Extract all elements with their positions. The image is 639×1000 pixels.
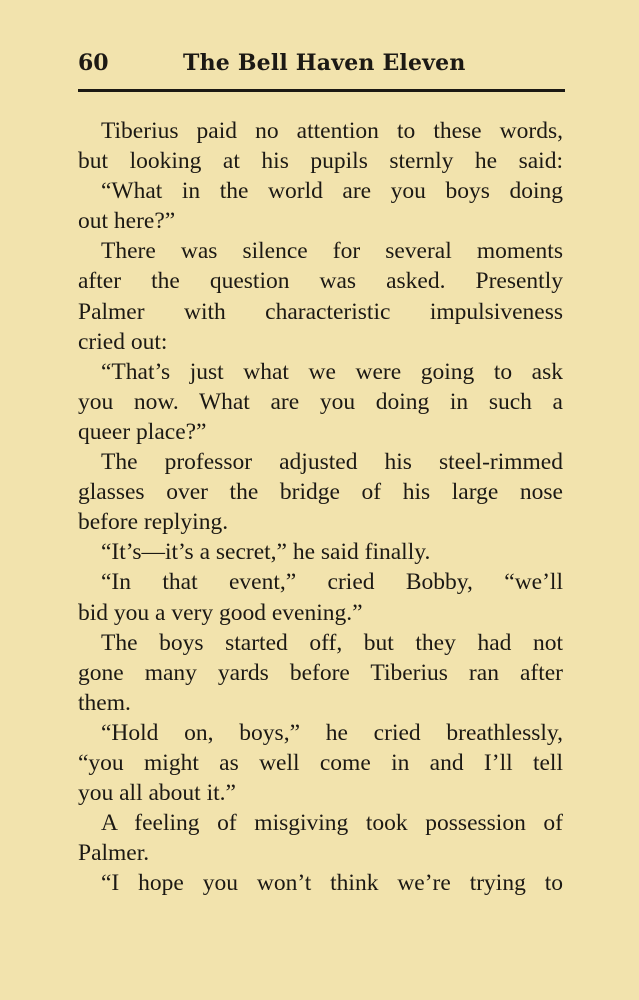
text-line: “Hold on, boys,” he cried breathlessly, (101, 719, 563, 746)
text-line: “What in the world are you boys doing (101, 178, 563, 205)
text-line: you all about it.” (78, 780, 236, 807)
text-line: “In that event,” cried Bobby, “we’ll (101, 569, 563, 596)
text-line: “It’s—it’s a secret,” he said finally. (101, 539, 431, 566)
text-line: them. (78, 689, 131, 716)
text-line: The professor adjusted his steel-rimmed (101, 449, 563, 476)
text-line: glasses over the bridge of his large nose (78, 479, 563, 506)
text-line: before replying. (78, 509, 229, 536)
running-head (78, 50, 563, 80)
text-line: after the question was asked. Presently (78, 268, 563, 295)
running-title: The Bell Haven Eleven (183, 50, 466, 76)
text-line: There was silence for several moments (101, 238, 563, 265)
text-line: out here?” (78, 208, 176, 235)
text-line: bid you a very good evening.” (78, 599, 363, 626)
text-line: gone many yards before Tiberius ran after (78, 659, 563, 686)
text-line: Palmer. (78, 840, 150, 867)
text-line: Tiberius paid no attention to these words, (101, 118, 563, 144)
text-line: The boys started off, but they had not (101, 629, 563, 656)
page-number: 60 (78, 50, 109, 76)
text-line: but looking at his pupils sternly he said: (78, 148, 563, 175)
text-line: “That’s just what we were going to ask (101, 358, 563, 385)
text-line: you now. What are you doing in such a (78, 388, 563, 415)
text-line: Palmer with characteristic impulsiveness (78, 298, 563, 325)
text-line: A feeling of misgiving took possession of (101, 810, 563, 837)
header-rule (78, 89, 565, 92)
text-line: cried out: (78, 328, 168, 355)
text-line: “I hope you won’t think we’re trying to (101, 870, 563, 897)
text-line: “you might as well come in and I’ll tell (78, 749, 563, 776)
text-line: queer place?” (78, 418, 207, 445)
body-text (78, 116, 563, 898)
